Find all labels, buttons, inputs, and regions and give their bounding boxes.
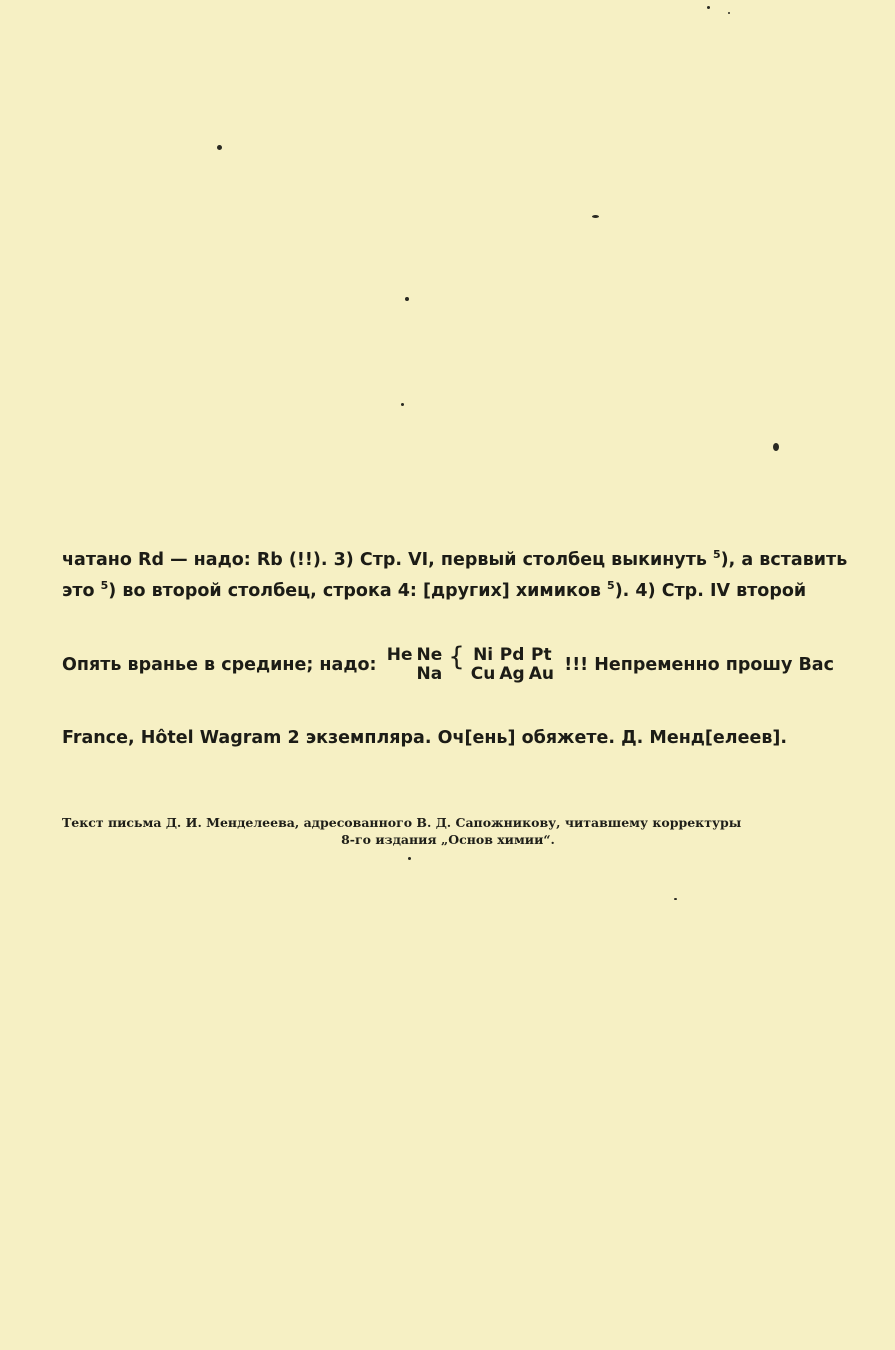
- caption-line: 8-го издания „Основ химии“.: [341, 832, 555, 847]
- formula-element: Cu: [470, 664, 496, 684]
- footnote-mark: 5: [607, 579, 615, 593]
- letter-line-with-formula: [62, 638, 834, 692]
- formula-column: [416, 646, 442, 684]
- caption-line: [62, 814, 834, 831]
- letter-line-segment: ). 4) Стр. IV второй: [614, 581, 807, 601]
- letter-line-segment: чатано Rd — надо: Rb (!!). 3) Стр. VI, первый столбец выкинуть: [62, 550, 707, 570]
- formula-element: Ni: [473, 645, 494, 665]
- element-formula: [386, 642, 554, 684]
- letter-line-text: France, Hôtel Wagram 2 экземпляра. Оч[ень] обяжете. Д. Менд[елеев].: [62, 728, 788, 748]
- formula-element: He: [386, 645, 413, 665]
- letter-line: [62, 576, 834, 607]
- paper-speck: [408, 857, 411, 860]
- formula-element: Ag: [499, 664, 525, 684]
- letter-text: [62, 452, 848, 754]
- letter-line: [62, 607, 834, 638]
- letter-line-text: [62, 545, 847, 576]
- letter-line-text: [62, 576, 806, 607]
- paper-speck: [773, 443, 779, 451]
- formula-element: Pt: [531, 645, 552, 665]
- paper-speck: [592, 215, 599, 218]
- paper-speck: [401, 403, 404, 406]
- paper-speck: [405, 297, 409, 301]
- letter-line-segment: Опять вранье в средине; надо:: [62, 655, 377, 675]
- formula-brace: {: [448, 642, 465, 672]
- formula-column: [471, 646, 496, 684]
- formula-element: Au: [528, 664, 554, 684]
- formula-column: [499, 646, 524, 684]
- footnote-mark: 5: [100, 579, 109, 593]
- letter-line: [62, 545, 848, 576]
- paper-speck: [217, 145, 222, 150]
- letter-line-segment: ) во второй столбец, строка 4: [других] химиков: [108, 581, 601, 601]
- paper-speck: [674, 898, 677, 900]
- caption-line-text: Текст письма Д. И. Менделеева, адресованного В. Д. Сапожникову, читавшему корректуры: [62, 815, 742, 830]
- letter-line-segment: !!! Непременно прошу Вас: [564, 655, 834, 675]
- letter-line: [62, 692, 834, 723]
- formula-column: [529, 646, 554, 684]
- letter-line-segment: ), а вставить: [720, 550, 848, 570]
- paper-speck: [728, 12, 730, 14]
- figure-caption: [62, 814, 834, 848]
- letter-line: [62, 452, 834, 483]
- letter-line: [62, 723, 834, 754]
- paper-speck: [707, 6, 710, 9]
- letter-line-segment: это: [62, 581, 95, 601]
- formula-column: [387, 646, 413, 684]
- footnote-mark: 5: [713, 548, 721, 562]
- formula-element: Pd: [499, 645, 525, 665]
- letter-line: [62, 483, 834, 514]
- formula-element: Ne: [416, 645, 443, 665]
- letter-line: [62, 514, 834, 545]
- formula-element: Na: [416, 664, 443, 684]
